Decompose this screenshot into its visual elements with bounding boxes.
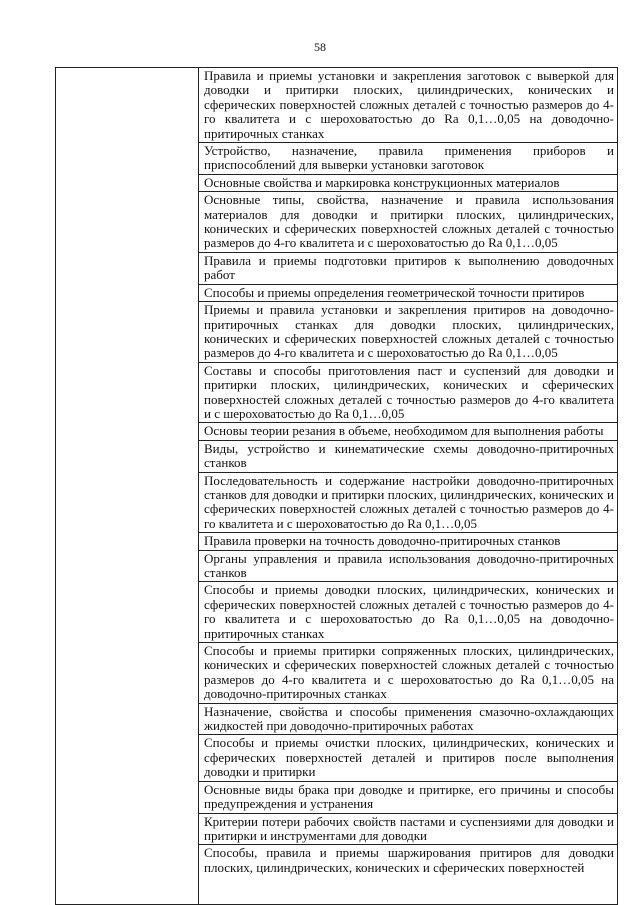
- table-row-text: Правила проверки на точность доводочно-притирочных станков: [199, 533, 617, 550]
- table-row-text: Способы и приемы определения геометрической точности притиров: [199, 285, 617, 302]
- knowledge-table: [55, 67, 618, 905]
- table-row-text: Назначение, свойства и способы применения смазочно-охлаждающих жидкостей при доводочно-притирочных работах: [199, 704, 617, 736]
- page-number: 58: [314, 40, 326, 54]
- table-row-text: Способы и приемы притирки сопряженных плоских, цилиндрических, конических и сферических поверхностей сложных деталей с точностью размеров до 4-го квалитета и с шероховатостью до Ra 0,1…0,05 на доводочно-притирочных станках: [199, 643, 617, 704]
- table-row-text: Основные типы, свойства, назначение и правила использования материалов для доводки и притирки плоских, цилиндрических, конических и сферических поверхностей сложных деталей с точностью размеров до 4-го квалитета и с шероховатостью до Ra 0,1…0,05: [199, 192, 617, 253]
- left-column-cell: [56, 68, 199, 905]
- table-row-text: Последовательность и содержание настройки доводочно-притирочных станков для доводки и притирки плоских, цилиндрических, конических и сферических поверхностей сложных деталей с точностью размеров до 4-го квалитета и с шероховатостью до Ra 0,1…0,05: [199, 473, 617, 534]
- table-row-text: Составы и способы приготовления паст и суспензий для доводки и притирки плоских, цилиндрических, конических и сферических поверхностей сложных деталей с точностью размеров до 4-го квалитета и с шероховатостью до Ra 0,1…0,05: [199, 363, 617, 424]
- table-row-text: Способы и приемы доводки плоских, цилиндрических, конических и сферических поверхностей сложных деталей с точностью размеров до 4-го квалитета и с шероховатостью до Ra 0,1…0,05 на доводочно-притирочных станках: [199, 582, 617, 643]
- table-row: [56, 68, 618, 905]
- right-column-cell: [199, 68, 618, 905]
- table-row-text: Правила и приемы установки и закрепления заготовок с выверкой для доводки и притирки плоских, цилиндрических, конических и сферических поверхностей сложных деталей с точностью размеров до 4-го квалитета и с шероховатостью до Ra 0,1…0,05 на доводочно-притирочных станках: [199, 68, 617, 143]
- table-row-text: Приемы и правила установки и закрепления притиров на доводочно-притирочных станках для доводки плоских, цилиндрических, конических и сферических поверхностей сложных деталей с точностью размеров до 4-го квалитета и с шероховатостью до Ra 0,1…0,05: [199, 302, 617, 363]
- table-row-text: Критерии потери рабочих свойств пастами и суспензиями для доводки и притирки и инструментами для доводки: [199, 814, 617, 846]
- table-row-text: Способы и приемы очистки плоских, цилиндрических, конических и сферических поверхностей деталей и притиров после выполнения доводки и притирки: [199, 735, 617, 781]
- table-row-text: Устройство, назначение, правила применения приборов и приспособлений для выверки установки заготовок: [199, 143, 617, 175]
- table-row-text: Основы теории резания в объеме, необходимом для выполнения работы: [199, 423, 617, 440]
- table-row-text: Основные свойства и маркировка конструкционных материалов: [199, 175, 617, 192]
- table-row-text: Правила и приемы подготовки притиров к выполнению доводочных работ: [199, 253, 617, 285]
- table-row-text: Органы управления и правила использования доводочно-притирочных станков: [199, 551, 617, 583]
- table-row-text: Способы, правила и приемы шаржирования притиров для доводки плоских, цилиндрических, конических и сферических поверхностей: [204, 845, 614, 875]
- table-row-text: Виды, устройство и кинематические схемы доводочно-притирочных станков: [199, 441, 617, 473]
- table-row-text: Основные виды брака при доводке и притирке, его причины и способы предупреждения и устранения: [199, 782, 617, 814]
